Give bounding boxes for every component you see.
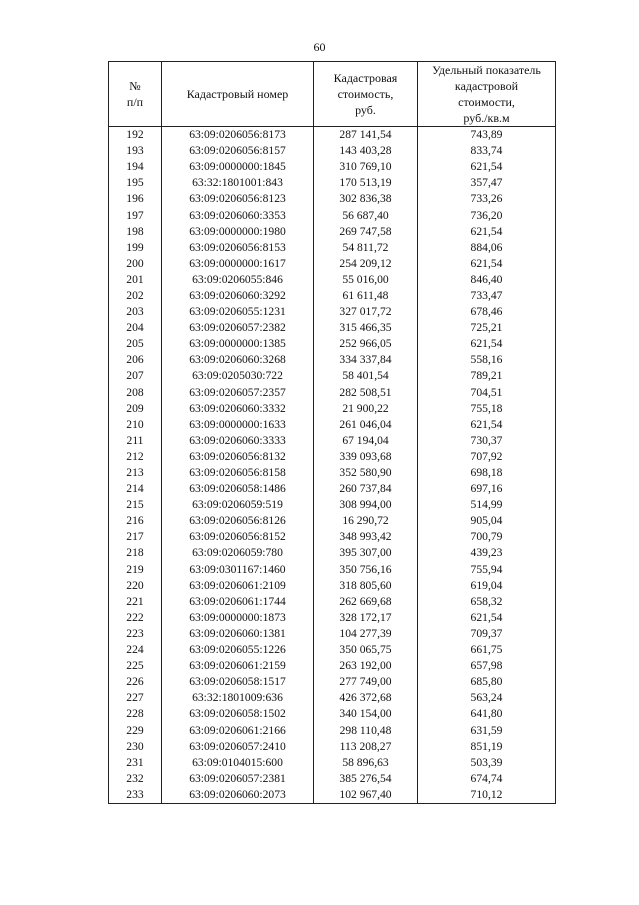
table-row (109, 385, 556, 401)
cell-row-number: 222 (109, 610, 162, 626)
cell-cadastral-value: 261 046,04 (314, 417, 418, 433)
cell-row-number: 229 (109, 722, 162, 738)
table-row (109, 272, 556, 288)
cell-specific-value: 733,47 (418, 288, 556, 304)
cell-row-number: 206 (109, 352, 162, 368)
table-row (109, 513, 556, 529)
table-row (109, 240, 556, 256)
header-cadastral-number: Кадастровый номер (162, 62, 314, 127)
cell-cadastral-value: 262 669,68 (314, 594, 418, 610)
cell-cadastral-value: 287 141,54 (314, 127, 418, 144)
cell-specific-value: 905,04 (418, 513, 556, 529)
cell-row-number: 192 (109, 127, 162, 144)
cell-cadastral-value: 318 805,60 (314, 578, 418, 594)
cell-cadastral-number: 63:09:0206056:8132 (162, 449, 314, 465)
cell-cadastral-value: 350 065,75 (314, 642, 418, 658)
cell-cadastral-value: 143 403,28 (314, 143, 418, 159)
cell-row-number: 228 (109, 706, 162, 722)
cell-cadastral-number: 63:09:0206060:3333 (162, 433, 314, 449)
cell-cadastral-number: 63:09:0000000:1633 (162, 417, 314, 433)
cell-cadastral-number: 63:09:0205030:722 (162, 368, 314, 384)
table-row (109, 706, 556, 722)
cell-cadastral-number: 63:09:0206055:846 (162, 272, 314, 288)
cell-specific-value: 563,24 (418, 690, 556, 706)
table-body (109, 127, 556, 804)
cell-cadastral-number: 63:09:0000000:1385 (162, 336, 314, 352)
cell-row-number: 205 (109, 336, 162, 352)
cell-specific-value: 884,06 (418, 240, 556, 256)
cell-cadastral-value: 348 993,42 (314, 529, 418, 545)
table-row (109, 127, 556, 144)
cell-specific-value: 698,18 (418, 465, 556, 481)
cell-cadastral-value: 334 337,84 (314, 352, 418, 368)
cell-cadastral-number: 63:09:0206056:8153 (162, 240, 314, 256)
table-row (109, 787, 556, 804)
cell-cadastral-value: 104 277,39 (314, 626, 418, 642)
table-row (109, 417, 556, 433)
cell-specific-value: 657,98 (418, 658, 556, 674)
cell-row-number: 198 (109, 224, 162, 240)
cell-row-number: 207 (109, 368, 162, 384)
cell-cadastral-number: 63:09:0206060:3268 (162, 352, 314, 368)
cell-row-number: 216 (109, 513, 162, 529)
cell-row-number: 199 (109, 240, 162, 256)
cell-row-number: 202 (109, 288, 162, 304)
table-row (109, 207, 556, 223)
cell-cadastral-number: 63:09:0206056:8152 (162, 529, 314, 545)
cell-row-number: 212 (109, 449, 162, 465)
table-header-row (109, 62, 556, 127)
cell-cadastral-number: 63:09:0206058:1502 (162, 706, 314, 722)
cell-specific-value: 685,80 (418, 674, 556, 690)
cell-row-number: 231 (109, 755, 162, 771)
cell-cadastral-value: 385 276,54 (314, 771, 418, 787)
cell-cadastral-number: 63:09:0206058:1486 (162, 481, 314, 497)
cell-specific-value: 514,99 (418, 497, 556, 513)
table-row (109, 352, 556, 368)
table-row (109, 256, 556, 272)
cell-cadastral-value: 21 900,22 (314, 401, 418, 417)
cell-cadastral-number: 63:09:0301167:1460 (162, 562, 314, 578)
cell-row-number: 195 (109, 175, 162, 191)
cell-cadastral-number: 63:09:0206060:3292 (162, 288, 314, 304)
cell-row-number: 193 (109, 143, 162, 159)
cell-specific-value: 621,54 (418, 256, 556, 272)
cell-specific-value: 661,75 (418, 642, 556, 658)
cell-cadastral-number: 63:09:0206061:2166 (162, 722, 314, 738)
table-row (109, 529, 556, 545)
cell-cadastral-number: 63:09:0000000:1873 (162, 610, 314, 626)
cell-row-number: 215 (109, 497, 162, 513)
cell-specific-value: 678,46 (418, 304, 556, 320)
cell-specific-value: 755,18 (418, 401, 556, 417)
cell-cadastral-value: 56 687,40 (314, 207, 418, 223)
cell-specific-value: 725,21 (418, 320, 556, 336)
cell-cadastral-value: 340 154,00 (314, 706, 418, 722)
cell-row-number: 227 (109, 690, 162, 706)
cell-cadastral-number: 63:09:0206057:2381 (162, 771, 314, 787)
cell-cadastral-value: 395 307,00 (314, 545, 418, 561)
cell-cadastral-value: 308 994,00 (314, 497, 418, 513)
table-row (109, 594, 556, 610)
table-row (109, 722, 556, 738)
cell-cadastral-value: 67 194,04 (314, 433, 418, 449)
cell-cadastral-number: 63:09:0206061:1744 (162, 594, 314, 610)
cell-specific-value: 707,92 (418, 449, 556, 465)
cell-row-number: 204 (109, 320, 162, 336)
table-row (109, 497, 556, 513)
table-row (109, 368, 556, 384)
cadastral-table (108, 61, 556, 804)
table-row (109, 433, 556, 449)
cell-row-number: 201 (109, 272, 162, 288)
cell-row-number: 224 (109, 642, 162, 658)
cell-specific-value: 674,74 (418, 771, 556, 787)
cell-specific-value: 357,47 (418, 175, 556, 191)
cell-cadastral-number: 63:09:0206056:8126 (162, 513, 314, 529)
cell-specific-value: 658,32 (418, 594, 556, 610)
cell-cadastral-value: 263 192,00 (314, 658, 418, 674)
cell-cadastral-number: 63:09:0206060:3332 (162, 401, 314, 417)
cell-cadastral-value: 170 513,19 (314, 175, 418, 191)
cell-cadastral-number: 63:09:0206057:2382 (162, 320, 314, 336)
cell-cadastral-value: 315 466,35 (314, 320, 418, 336)
cell-specific-value: 851,19 (418, 739, 556, 755)
cell-row-number: 230 (109, 739, 162, 755)
table-row (109, 159, 556, 175)
cell-cadastral-number: 63:09:0000000:1845 (162, 159, 314, 175)
cell-cadastral-number: 63:09:0206061:2159 (162, 658, 314, 674)
cell-row-number: 213 (109, 465, 162, 481)
table-row (109, 562, 556, 578)
cell-specific-value: 697,16 (418, 481, 556, 497)
table-row (109, 465, 556, 481)
cell-cadastral-value: 350 756,16 (314, 562, 418, 578)
cell-row-number: 194 (109, 159, 162, 175)
cell-cadastral-value: 254 209,12 (314, 256, 418, 272)
cell-cadastral-value: 58 401,54 (314, 368, 418, 384)
table-row (109, 610, 556, 626)
cell-specific-value: 631,59 (418, 722, 556, 738)
cell-specific-value: 439,23 (418, 545, 556, 561)
cell-cadastral-number: 63:09:0206056:8158 (162, 465, 314, 481)
cell-specific-value: 619,04 (418, 578, 556, 594)
cell-specific-value: 641,80 (418, 706, 556, 722)
cell-specific-value: 503,39 (418, 755, 556, 771)
page-number: 60 (313, 40, 326, 54)
cell-specific-value: 743,89 (418, 127, 556, 144)
cell-row-number: 217 (109, 529, 162, 545)
cell-specific-value: 755,94 (418, 562, 556, 578)
cell-specific-value: 833,74 (418, 143, 556, 159)
table-row (109, 739, 556, 755)
table-row (109, 288, 556, 304)
cell-row-number: 221 (109, 594, 162, 610)
cell-row-number: 214 (109, 481, 162, 497)
table-row (109, 578, 556, 594)
cell-row-number: 209 (109, 401, 162, 417)
cell-cadastral-number: 63:09:0206055:1231 (162, 304, 314, 320)
table-row (109, 545, 556, 561)
cell-cadastral-number: 63:09:0206059:519 (162, 497, 314, 513)
cell-cadastral-value: 302 836,38 (314, 191, 418, 207)
cell-cadastral-value: 282 508,51 (314, 385, 418, 401)
cell-row-number: 196 (109, 191, 162, 207)
cell-cadastral-number: 63:09:0206057:2357 (162, 385, 314, 401)
cell-cadastral-value: 58 896,63 (314, 755, 418, 771)
table-row (109, 449, 556, 465)
cell-cadastral-number: 63:09:0206057:2410 (162, 739, 314, 755)
cell-specific-value: 700,79 (418, 529, 556, 545)
cell-row-number: 223 (109, 626, 162, 642)
cell-cadastral-number: 63:09:0000000:1980 (162, 224, 314, 240)
cell-row-number: 197 (109, 207, 162, 223)
table-row (109, 658, 556, 674)
cell-cadastral-value: 252 966,05 (314, 336, 418, 352)
cell-cadastral-value: 327 017,72 (314, 304, 418, 320)
header-row-number: № п/п (109, 62, 162, 127)
cell-cadastral-value: 310 769,10 (314, 159, 418, 175)
table-row (109, 674, 556, 690)
cell-row-number: 226 (109, 674, 162, 690)
cell-specific-value: 710,12 (418, 787, 556, 804)
cell-cadastral-value: 328 172,17 (314, 610, 418, 626)
table-row (109, 401, 556, 417)
cell-cadastral-value: 277 749,00 (314, 674, 418, 690)
cell-row-number: 218 (109, 545, 162, 561)
cell-row-number: 200 (109, 256, 162, 272)
cell-specific-value: 709,37 (418, 626, 556, 642)
cell-specific-value: 621,54 (418, 159, 556, 175)
cell-row-number: 208 (109, 385, 162, 401)
table-row (109, 175, 556, 191)
cell-cadastral-number: 63:09:0206056:8157 (162, 143, 314, 159)
cell-row-number: 220 (109, 578, 162, 594)
cell-cadastral-value: 352 580,90 (314, 465, 418, 481)
cell-cadastral-number: 63:32:1801001:843 (162, 175, 314, 191)
table-row (109, 642, 556, 658)
cell-cadastral-value: 54 811,72 (314, 240, 418, 256)
cell-specific-value: 733,26 (418, 191, 556, 207)
cell-specific-value: 621,54 (418, 610, 556, 626)
cell-row-number: 225 (109, 658, 162, 674)
table-row (109, 626, 556, 642)
cell-cadastral-number: 63:32:1801009:636 (162, 690, 314, 706)
cell-cadastral-number: 63:09:0206060:1381 (162, 626, 314, 642)
table-row (109, 771, 556, 787)
table-row (109, 481, 556, 497)
cell-specific-value: 621,54 (418, 224, 556, 240)
cell-cadastral-value: 260 737,84 (314, 481, 418, 497)
cell-cadastral-value: 113 208,27 (314, 739, 418, 755)
cell-specific-value: 621,54 (418, 336, 556, 352)
cell-row-number: 210 (109, 417, 162, 433)
cell-cadastral-value: 269 747,58 (314, 224, 418, 240)
header-specific-value: Удельный показатель кадастровой стоимости, руб./кв.м (418, 62, 556, 127)
cell-cadastral-number: 63:09:0206060:2073 (162, 787, 314, 804)
cell-cadastral-number: 63:09:0206061:2109 (162, 578, 314, 594)
table-row (109, 191, 556, 207)
cell-row-number: 233 (109, 787, 162, 804)
cell-specific-value: 704,51 (418, 385, 556, 401)
cell-cadastral-value: 298 110,48 (314, 722, 418, 738)
cell-cadastral-number: 63:09:0206056:8173 (162, 127, 314, 144)
cell-cadastral-number: 63:09:0000000:1617 (162, 256, 314, 272)
cell-specific-value: 558,16 (418, 352, 556, 368)
header-cadastral-value: Кадастровая стоимость, руб. (314, 62, 418, 127)
cell-cadastral-number: 63:09:0206060:3353 (162, 207, 314, 223)
table-row (109, 320, 556, 336)
cell-specific-value: 789,21 (418, 368, 556, 384)
cell-row-number: 219 (109, 562, 162, 578)
cell-specific-value: 736,20 (418, 207, 556, 223)
cell-cadastral-value: 55 016,00 (314, 272, 418, 288)
cell-cadastral-value: 339 093,68 (314, 449, 418, 465)
cell-cadastral-number: 63:09:0206055:1226 (162, 642, 314, 658)
table-row (109, 304, 556, 320)
table-row (109, 336, 556, 352)
table-row (109, 690, 556, 706)
cell-cadastral-value: 426 372,68 (314, 690, 418, 706)
table-row (109, 224, 556, 240)
cell-specific-value: 730,37 (418, 433, 556, 449)
cell-cadastral-number: 63:09:0206056:8123 (162, 191, 314, 207)
cell-cadastral-number: 63:09:0206058:1517 (162, 674, 314, 690)
cell-cadastral-value: 61 611,48 (314, 288, 418, 304)
cell-row-number: 211 (109, 433, 162, 449)
cell-specific-value: 621,54 (418, 417, 556, 433)
cell-cadastral-number: 63:09:0206059:780 (162, 545, 314, 561)
cell-row-number: 232 (109, 771, 162, 787)
cell-row-number: 203 (109, 304, 162, 320)
cell-cadastral-number: 63:09:0104015:600 (162, 755, 314, 771)
table-row (109, 143, 556, 159)
cell-cadastral-value: 102 967,40 (314, 787, 418, 804)
cell-specific-value: 846,40 (418, 272, 556, 288)
table-row (109, 755, 556, 771)
cell-cadastral-value: 16 290,72 (314, 513, 418, 529)
